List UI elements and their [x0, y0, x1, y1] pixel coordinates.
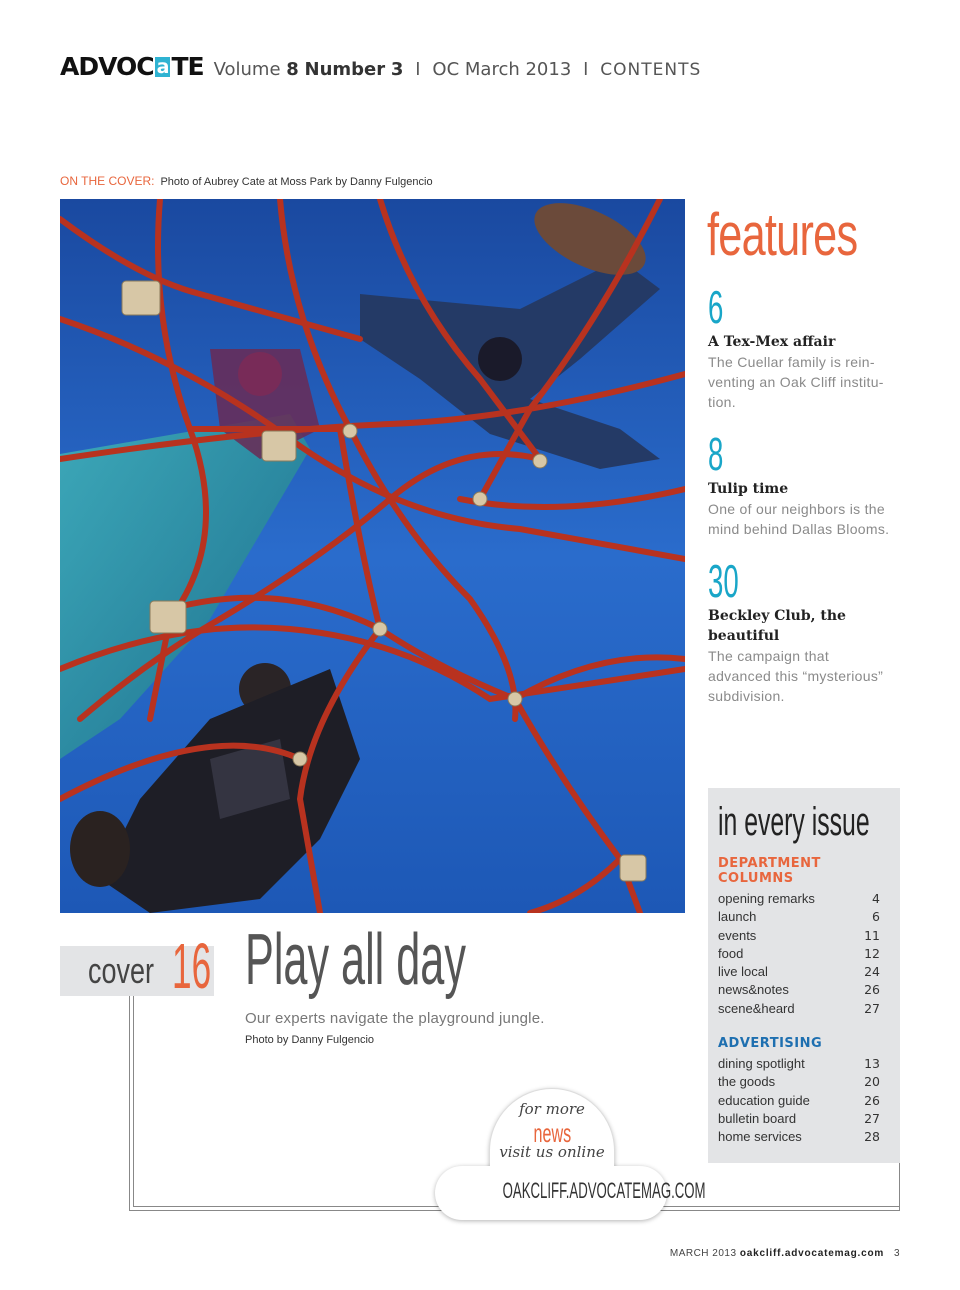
issue-date: OC March 2013 [432, 59, 572, 80]
cover-photo[interactable] [60, 199, 685, 913]
feature-title: Beckley Club, the beautiful [708, 608, 846, 644]
feature-desc: The campaign that advanced this “mysterious” subdivision. [708, 648, 884, 704]
toc-row[interactable]: events 11 [718, 927, 880, 943]
feature-item[interactable] [708, 428, 908, 539]
frame-line [133, 996, 134, 1206]
cover-story-title[interactable]: Play all day [245, 920, 466, 1000]
department-columns-heading: DEPARTMENT COLUMNS [718, 856, 821, 886]
toc-row[interactable]: news&notes 26 [718, 982, 880, 998]
section-title: CONTENTS [600, 60, 702, 80]
online-line3: visit us online [499, 1143, 605, 1161]
cover-caption-text: Photo of Aubrey Cate at Moss Park by Danny Fulgencio [160, 176, 433, 188]
toc-row[interactable]: live local 24 [718, 964, 880, 980]
every-issue-heading: in every issue [718, 800, 870, 844]
cover-story-dek: Our experts navigate the playground jungle. [245, 1010, 545, 1027]
feature-desc: One of our neighbors is the mind behind Dallas Blooms. [708, 501, 890, 537]
volume-number: Volume 8 Number 3 [213, 59, 404, 80]
toc-row[interactable]: education guide 26 [718, 1092, 880, 1108]
feature-item[interactable] [708, 281, 908, 412]
frame-line [899, 1163, 900, 1211]
online-line1: for more [519, 1100, 585, 1118]
masthead [60, 52, 701, 84]
feature-title: A Tex-Mex affair [708, 334, 836, 350]
footer-site: oakcliff.advocatemag.com [739, 1248, 885, 1259]
toc-row[interactable]: dining spotlight 13 [718, 1056, 880, 1072]
page-footer [670, 1248, 900, 1259]
toc-row[interactable]: bulletin board 27 [718, 1110, 880, 1126]
footer-page-number: 3 [893, 1248, 900, 1259]
cover-label: cover [88, 950, 155, 991]
cover-page-number: 16 [172, 930, 212, 1002]
separator: I [415, 59, 421, 79]
toc-row[interactable]: scene&heard 27 [718, 1000, 880, 1016]
feature-item[interactable] [708, 555, 908, 706]
features-heading: features [707, 201, 858, 268]
feature-title: Tulip time [708, 481, 789, 497]
website-link[interactable]: OAKCLIFF.ADVOCATEMAG.COM [502, 1178, 706, 1203]
toc-row[interactable]: opening remarks 4 [718, 891, 880, 906]
toc-row[interactable]: the goods 20 [718, 1074, 880, 1090]
feature-page: 8 [708, 428, 724, 480]
toc-row[interactable]: food 12 [718, 945, 880, 961]
feature-page: 30 [708, 555, 739, 607]
toc-row[interactable]: home services 28 [718, 1129, 880, 1145]
frame-line [129, 996, 130, 1210]
playground-net-illustration [60, 199, 685, 913]
toc-row[interactable]: launch 6 [718, 909, 880, 925]
separator: I [583, 59, 589, 79]
advocate-logo[interactable]: ADVOC a TE [60, 52, 204, 81]
advertising-heading: ADVERTISING [718, 1036, 823, 1052]
feature-desc: The Cuellar family is rein- venting an Oak Cliff institu- tion. [708, 354, 884, 410]
cover-caption-label: ON THE COVER: [60, 174, 155, 188]
footer-date: MARCH 2013 [669, 1248, 737, 1259]
online-line2: news [533, 1118, 571, 1148]
every-issue-box [708, 788, 900, 1163]
cover-story-credit: Photo by Danny Fulgencio [245, 1034, 375, 1046]
feature-page: 6 [708, 281, 724, 333]
cover-caption [60, 174, 433, 188]
